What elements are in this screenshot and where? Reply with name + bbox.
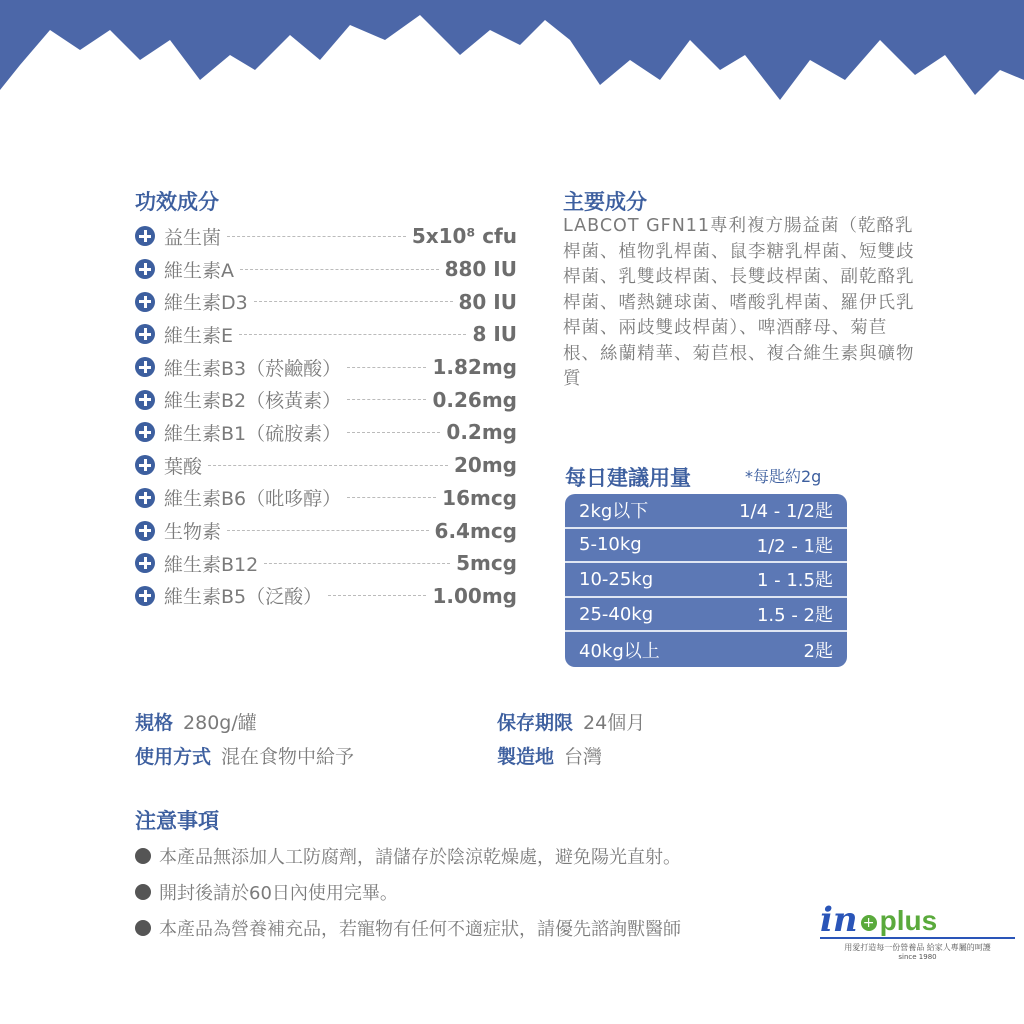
efficacy-value: 80 IU xyxy=(458,289,517,314)
plus-circle-icon xyxy=(135,488,155,508)
efficacy-item xyxy=(135,318,517,351)
efficacy-value: 0.26mg xyxy=(432,387,517,412)
efficacy-value: 8 IU xyxy=(472,322,517,347)
plus-circle-icon xyxy=(135,390,155,410)
logo-plus-icon: + xyxy=(861,915,877,931)
dotted-leader xyxy=(239,334,466,335)
dotted-leader xyxy=(347,432,440,433)
spec-shelf-label: 保存期限 xyxy=(497,712,574,734)
dosage-weight: 25-40kg xyxy=(579,603,654,625)
dotted-leader xyxy=(347,367,426,368)
efficacy-item xyxy=(135,416,517,449)
dosage-row xyxy=(565,632,847,667)
plus-circle-icon xyxy=(135,259,155,279)
mountain-banner xyxy=(0,0,1024,130)
logo-since: since 1980 xyxy=(898,953,937,961)
notes-list xyxy=(135,838,681,946)
dosage-row xyxy=(565,598,847,633)
logo-tagline: 用愛打造每一份營養品 給家人專屬的呵護 xyxy=(844,943,991,952)
efficacy-value: 6.4mcg xyxy=(434,518,517,543)
dosage-amount: 2匙 xyxy=(803,640,833,662)
efficacy-value: 880 IU xyxy=(444,257,517,282)
spec-origin xyxy=(497,742,602,769)
efficacy-name: 維生素B2（核黃素） xyxy=(164,390,342,413)
notes-title: 注意事項 xyxy=(135,809,219,833)
note-text: 本產品無添加人工防腐劑，請儲存於陰涼乾燥處，避免陽光直射。 xyxy=(159,847,681,868)
spec-size-value: 280g/罐 xyxy=(183,712,257,734)
dosage-amount: 1/4 - 1/2匙 xyxy=(739,501,833,523)
spec-origin-value: 台灣 xyxy=(564,746,603,768)
plus-circle-icon xyxy=(135,553,155,573)
efficacy-name: 維生素B1（硫胺素） xyxy=(164,422,342,445)
note-item xyxy=(135,910,681,946)
plus-circle-icon xyxy=(135,226,155,246)
plus-circle-icon xyxy=(135,422,155,442)
plus-circle-icon xyxy=(135,586,155,606)
dosage-amount: 1.5 - 2匙 xyxy=(756,605,833,627)
efficacy-value: 0.2mg xyxy=(446,420,517,445)
brand-logo xyxy=(820,900,1015,961)
efficacy-item xyxy=(135,482,517,515)
main-ingredients-title: 主要成分 xyxy=(563,190,647,214)
dosage-row xyxy=(565,494,847,529)
efficacy-item xyxy=(135,383,517,416)
spec-usage-value: 混在食物中給予 xyxy=(221,746,355,768)
logo-in: in xyxy=(820,900,858,940)
spec-shelf-value: 24個月 xyxy=(583,712,646,734)
spec-shelf xyxy=(497,708,645,735)
note-text: 開封後請於60日內使用完畢。 xyxy=(159,883,398,904)
efficacy-item xyxy=(135,285,517,318)
dosage-weight: 2kg以下 xyxy=(579,501,649,523)
dotted-leader xyxy=(347,399,426,400)
spec-size-label: 規格 xyxy=(135,712,174,734)
efficacy-name: 維生素B3（菸鹼酸） xyxy=(164,357,342,380)
efficacy-name: 葉酸 xyxy=(164,455,203,478)
plus-circle-icon xyxy=(135,521,155,541)
note-item xyxy=(135,838,681,874)
efficacy-item xyxy=(135,351,517,384)
dosage-weight: 40kg以上 xyxy=(579,640,660,662)
efficacy-name: 生物素 xyxy=(164,521,222,544)
efficacy-name: 維生素A xyxy=(164,259,234,282)
efficacy-item xyxy=(135,449,517,482)
dotted-leader xyxy=(328,595,426,596)
dosage-note: *每匙約2g xyxy=(745,467,822,486)
efficacy-name: 維生素B5（泛酸） xyxy=(164,586,323,609)
efficacy-name: 維生素B6（吡哆醇） xyxy=(164,488,342,511)
dotted-leader xyxy=(227,530,429,531)
note-text: 本產品為營養補充品，若寵物有任何不適症狀，請優先諮詢獸醫師 xyxy=(159,919,681,940)
efficacy-item xyxy=(135,253,517,286)
efficacy-value: 5x10⁸ cfu xyxy=(411,224,517,249)
dotted-leader xyxy=(347,497,436,498)
efficacy-item xyxy=(135,580,517,613)
efficacy-title: 功效成分 xyxy=(135,190,219,214)
plus-circle-icon xyxy=(135,357,155,377)
spec-usage-label: 使用方式 xyxy=(135,746,212,768)
dotted-leader xyxy=(264,563,450,564)
efficacy-value: 5mcg xyxy=(456,551,517,576)
dosage-title: 每日建議用量 xyxy=(565,466,691,490)
dotted-leader xyxy=(227,236,406,237)
efficacy-value: 20mg xyxy=(454,453,517,478)
note-item xyxy=(135,874,681,910)
plus-circle-icon xyxy=(135,292,155,312)
spec-size xyxy=(135,708,257,735)
dosage-row xyxy=(565,563,847,598)
dotted-leader xyxy=(208,465,448,466)
dosage-table xyxy=(565,494,847,667)
dosage-weight: 5-10kg xyxy=(579,534,642,556)
efficacy-name: 維生素B12 xyxy=(164,553,259,576)
efficacy-item xyxy=(135,220,517,253)
efficacy-value: 1.82mg xyxy=(432,355,517,380)
efficacy-list xyxy=(135,220,517,612)
bullet-icon xyxy=(135,920,151,936)
efficacy-name: 益生菌 xyxy=(164,226,222,249)
efficacy-item xyxy=(135,547,517,580)
dosage-row xyxy=(565,529,847,564)
dosage-amount: 1 - 1.5匙 xyxy=(756,570,833,592)
main-ingredients-text: LABCOT GFN11專利複方腸益菌（乾酪乳桿菌、植物乳桿菌、鼠李糖乳桿菌、短雙歧桿菌、乳雙歧桿菌、長雙歧桿菌、副乾酪乳桿菌、嗜熱鏈球菌、嗜酸乳桿菌、羅伊氏乳桿菌、兩歧雙歧桿菌）、啤酒酵母、菊苣根、絲蘭精華、菊苣根、複合維生素與礦物質 xyxy=(563,216,915,389)
efficacy-name: 維生素E xyxy=(164,324,234,347)
dosage-weight: 10-25kg xyxy=(579,568,654,590)
efficacy-item xyxy=(135,514,517,547)
dotted-leader xyxy=(240,269,439,270)
spec-usage xyxy=(135,742,354,769)
efficacy-name: 維生素D3 xyxy=(164,292,248,315)
bullet-icon xyxy=(135,884,151,900)
plus-circle-icon xyxy=(135,455,155,475)
bullet-icon xyxy=(135,848,151,864)
plus-circle-icon xyxy=(135,324,155,344)
dotted-leader xyxy=(254,301,453,302)
spec-origin-label: 製造地 xyxy=(497,746,555,768)
efficacy-value: 1.00mg xyxy=(432,583,517,608)
dosage-amount: 1/2 - 1匙 xyxy=(756,535,833,557)
efficacy-value: 16mcg xyxy=(442,485,517,510)
logo-plus-text: plus xyxy=(879,905,938,936)
